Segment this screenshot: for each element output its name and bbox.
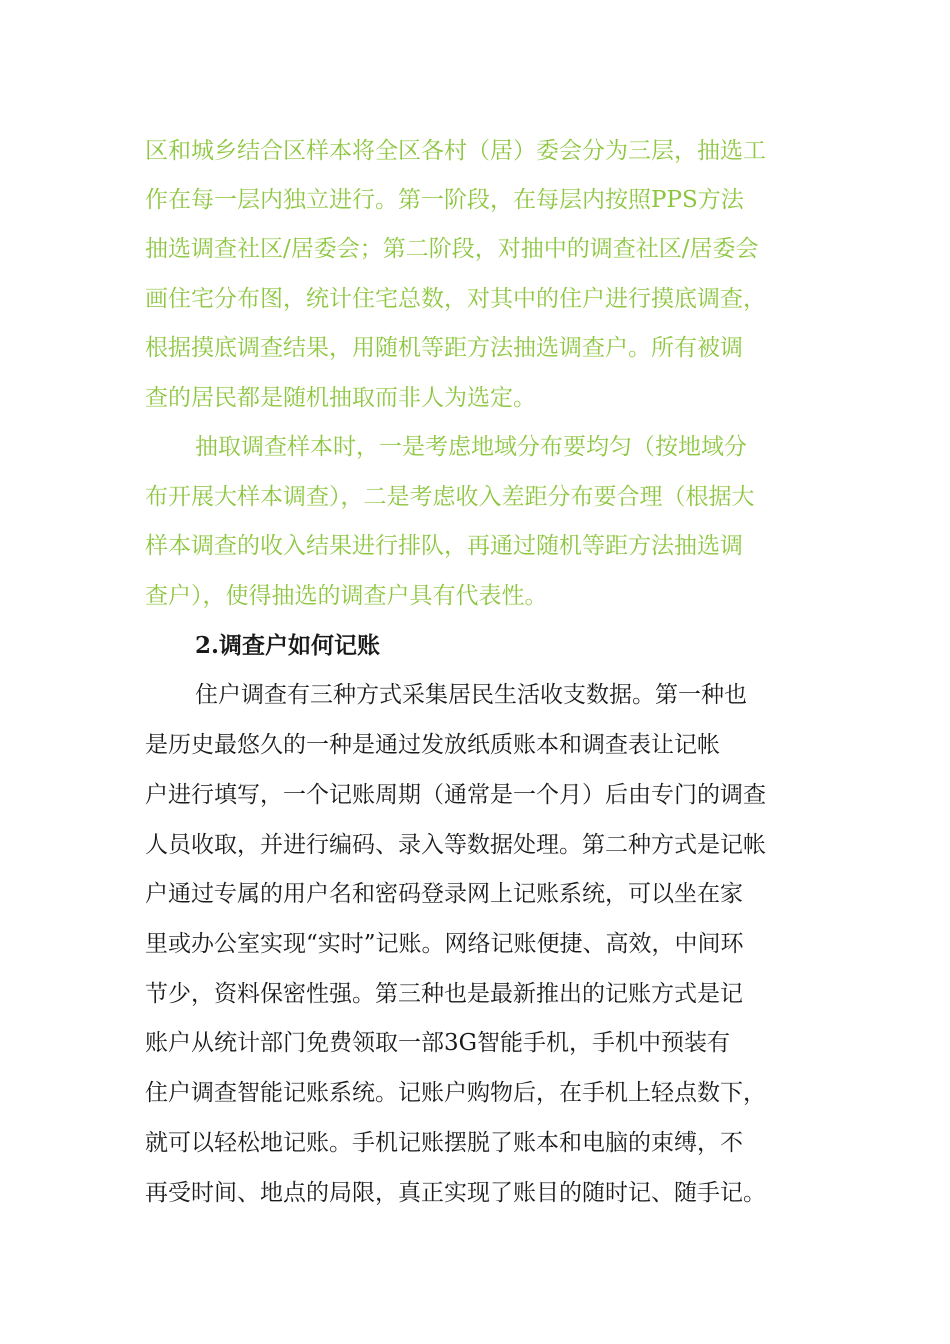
- paragraph-line: 画住宅分布图，统计住宅总数，对其中的住户进行摸底调查，: [145, 286, 766, 312]
- paragraph-line: 样本调查的收入结果进行排队，再通过随机等距方法抽选调: [145, 533, 743, 559]
- paragraph-line: 作在每一层内独立进行。第一阶段，在每层内按照PPS方法: [145, 187, 744, 213]
- paragraph-line: 住户调查有三种方式采集居民生活收支数据。第一种也: [195, 682, 747, 708]
- paragraph-line: 再受时间、地点的局限，真正实现了账目的随时记、随手记。: [145, 1180, 766, 1206]
- paragraph-line: 根据摸底调查结果，用随机等距方法抽选调查户。所有被调: [145, 335, 743, 361]
- paragraph-line: 里或办公室实现“实时”记账。网络记账便捷、高效，中间环: [145, 931, 744, 957]
- paragraph-line: 抽选调查社区/居委会；第二阶段，对抽中的调查社区/居委会: [145, 236, 759, 262]
- paragraph-line: 人员收取，并进行编码、录入等数据处理。第二种方式是记帐: [145, 832, 766, 858]
- section-heading: 2.调查户如何记账: [195, 632, 381, 659]
- paragraph-line: 就可以轻松地记账。手机记账摆脱了账本和电脑的束缚，不: [145, 1130, 743, 1156]
- paragraph-line: 户进行填写，一个记账周期（通常是一个月）后由专门的调查: [145, 782, 766, 808]
- paragraph-line: 查的居民都是随机抽取而非人为选定。: [145, 385, 536, 411]
- paragraph-line: 住户调查智能记账系统。记账户购物后，在手机上轻点数下，: [145, 1080, 766, 1106]
- paragraph-line: 账户从统计部门免费领取一部3G智能手机，手机中预装有: [145, 1030, 731, 1056]
- paragraph-line: 户通过专属的用户名和密码登录网上记账系统，可以坐在家: [145, 881, 743, 907]
- paragraph-line: 布开展大样本调查），二是考虑收入差距分布要合理（根据大: [145, 484, 755, 510]
- paragraph-line: 抽取调查样本时，一是考虑地域分布要均匀（按地域分: [195, 434, 747, 460]
- paragraph-line: 节少，资料保密性强。第三种也是最新推出的记账方式是记: [145, 981, 743, 1007]
- paragraph-line: 是历史最悠久的一种是通过发放纸质账本和调查表让记帐: [145, 732, 720, 758]
- paragraph-line: 区和城乡结合区样本将全区各村（居）委会分为三层，抽选工: [145, 138, 766, 164]
- paragraph-line: 查户），使得抽选的调查户具有代表性。: [145, 583, 548, 609]
